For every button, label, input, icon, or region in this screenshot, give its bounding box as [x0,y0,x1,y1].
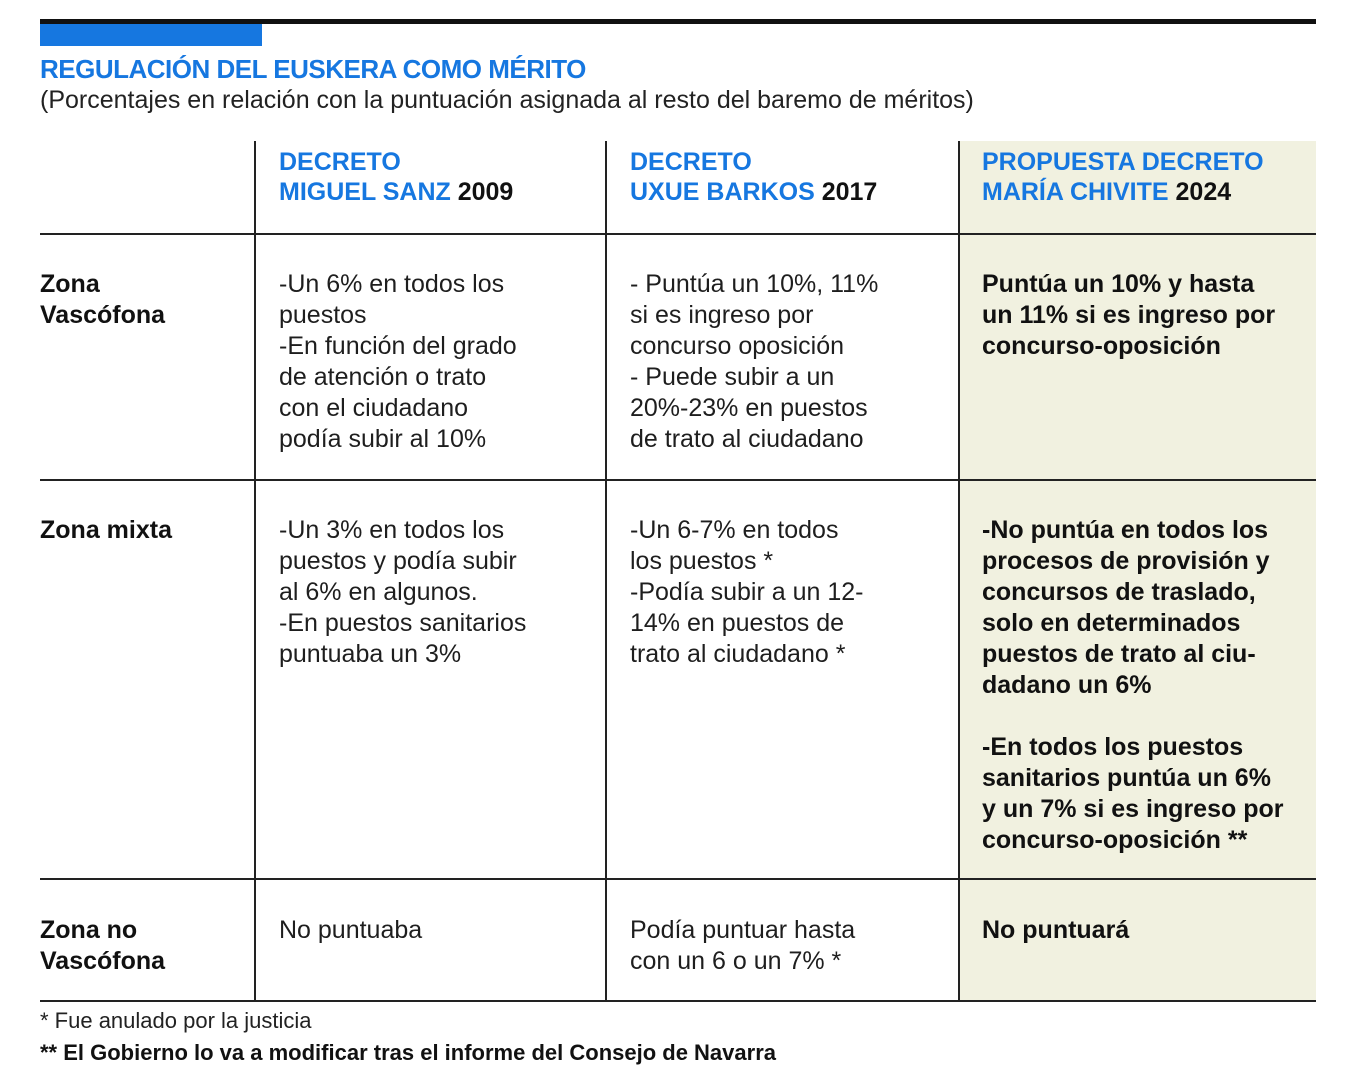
cell-vascofona-2024: Puntúa un 10% y hasta un 11% si es ingreso por concurso-oposición [982,270,1276,360]
header-name: UXUE BARKOS [630,177,815,206]
cell-no-vascofona-2009: No puntuaba [279,916,423,944]
header-name: MARÍA CHIVITE [982,177,1169,206]
cell-vascofona-2009: -Un 6% en todos los puestos -En función del grado de atención o trato con el ciudadano podía subir al 10% [279,270,517,453]
comparison-table [40,141,1316,1001]
accent-bar [40,24,262,46]
header-year: 2024 [1175,177,1232,206]
header-line: DECRETO [279,148,401,176]
cell-vascofona-2017: - Puntúa un 10%, 11% si es ingreso por concurso oposición - Puede subir a un 20%-23% en puestos de trato al ciudadano [630,270,879,453]
page-title: REGULACIÓN DEL EUSKERA COMO MÉRITO [40,54,586,84]
row-divider [40,1000,1316,1002]
cell-mixta-2009: -Un 3% en todos los puestos y podía subir al 6% en algunos. -En puestos sanitarios puntuaba un 3% [279,516,527,668]
footnote-annulled: * Fue anulado por la justicia [40,1008,312,1033]
row-label-zona-no-vascofona: Zona no Vascófona [40,916,166,975]
footnote-government: ** El Gobierno lo va a modificar tras el informe del Consejo de Navarra [40,1040,777,1065]
column-header-2024 [982,148,1264,207]
row-label-zona-mixta: Zona mixta [40,516,172,544]
column-divider [605,141,607,1001]
header-name: MIGUEL SANZ [279,177,451,206]
cell-no-vascofona-2017: Podía puntuar hasta con un 6 o un 7% * [630,916,856,975]
row-label-zona-vascofona: Zona Vascófona [40,270,166,329]
row-divider [40,233,1316,235]
column-header-2009 [279,148,513,207]
cell-mixta-2017: -Un 6-7% en todos los puestos * -Podía subir a un 12- 14% en puestos de trato al ciudadano * [630,516,864,668]
header-year: 2017 [821,177,878,206]
row-divider [40,878,1316,880]
header-line: DECRETO [630,148,752,176]
header-year: 2009 [457,177,514,206]
header-line: PROPUESTA DECRETO [982,148,1264,176]
column-divider [254,141,256,1001]
column-divider [958,141,960,1001]
row-divider [40,479,1316,481]
page-subtitle: (Porcentajes en relación con la puntuación asignada al resto del baremo de méritos) [40,86,974,114]
column-header-2017 [630,148,877,207]
cell-no-vascofona-2024: No puntuará [982,916,1130,944]
cell-mixta-2024: -No puntúa en todos los procesos de provisión y concursos de traslado, solo en determinados puestos de trato al ciu- dadano un 6% -En todos los puestos sanitarios puntúa un 6% y un 7% si es ingreso por concurso-oposición ** [982,516,1284,854]
